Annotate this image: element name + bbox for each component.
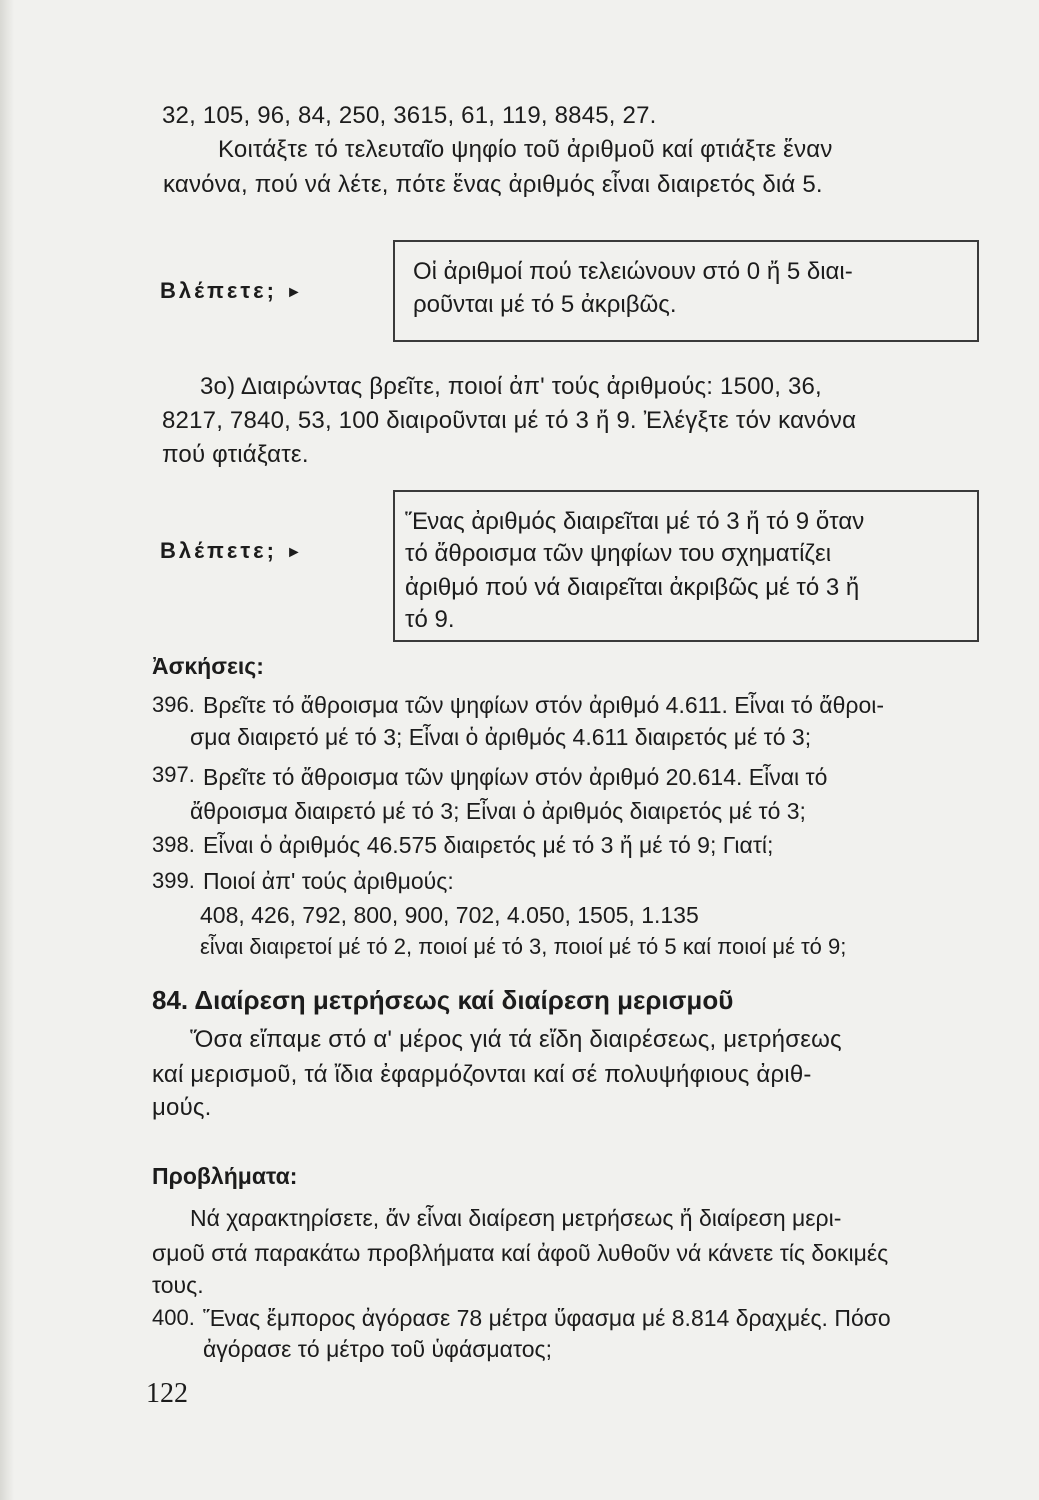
- rule-box-divisible-by-5: [393, 240, 979, 342]
- problems-intro-line-3: τους.: [152, 1272, 204, 1298]
- exercise-396-line-1: Βρεῖτε τό ἄθροισμα τῶν ψηφίων στόν ἀριθμό 4.611. Εἶναι τό ἄθροι-: [203, 692, 885, 718]
- section-84-heading: 84. Διαίρεση μετρήσεως καί διαίρεση μερισμοῦ: [152, 985, 734, 1015]
- paragraph-3-line-2: 8217, 7840, 53, 100 διαιροῦνται μέ τό 3 ἤ 9. Ἐλέγξτε τόν κανόνα: [162, 407, 857, 434]
- rule-box-2-line-1: Ἕνας ἀριθμός διαιρεῖται μέ τό 3 ἤ τό 9 ὅταν: [405, 508, 865, 535]
- intro-paragraph-line-1: Κοιτάξτε τό τελευταῖο ψηφίο τοῦ ἀριθμοῦ καί φτιάξτε ἕναν: [218, 136, 833, 163]
- see-label-1: [160, 278, 305, 304]
- rule-box-2-line-4: τό 9.: [405, 606, 455, 633]
- rule-box-1-line-1: Οἱ ἀριθμοί πού τελειώνουν στό 0 ἤ 5 διαι-: [413, 258, 853, 285]
- rule-box-divisible-by-3-or-9: [393, 490, 979, 642]
- intro-paragraph-line-2: κανόνα, πού νά λέτε, πότε ἕνας ἀριθμός εἶναι διαιρετός διά 5.: [163, 171, 823, 198]
- exercises-heading: Ἀσκήσεις:: [152, 653, 264, 679]
- numbers-line: 32, 105, 96, 84, 250, 3615, 61, 119, 8845, 27.: [162, 102, 657, 129]
- paragraph-3-line-1: 3ο) Διαιρώντας βρεῖτε, ποιοί ἀπ' τούς ἀριθμούς: 1500, 36,: [200, 373, 822, 400]
- problems-intro-line-1: Νά χαρακτηρίσετε, ἄν εἶναι διαίρεση μετρήσεως ἤ διαίρεση μερι-: [190, 1205, 842, 1231]
- exercise-396-line-2: σμα διαιρετό μέ τό 3; Εἶναι ὁ ἀριθμός 4.611 διαιρετός μέ τό 3;: [190, 724, 812, 750]
- exercise-397-line-2: ἄθροισμα διαιρετό μέ τό 3; Εἶναι ὁ ἀριθμός διαιρετός μέ τό 3;: [190, 798, 806, 824]
- pointer-icon: ►: [286, 544, 305, 561]
- problem-400-line-2: ἀγόρασε τό μέτρο τοῦ ὑφάσματος;: [203, 1336, 553, 1362]
- exercise-398-number: 398.: [152, 832, 195, 857]
- exercise-396-number: 396.: [152, 692, 195, 717]
- rule-box-2-line-3: ἀριθμό πού νά διαιρεῖται ἀκριβῶς μέ τό 3 ἤ: [405, 574, 860, 601]
- exercise-399-line-3: εἶναι διαιρετοί μέ τό 2, ποιοί μέ τό 3, ποιοί μέ τό 5 καί ποιοί μέ τό 9;: [200, 934, 847, 959]
- see-label-text: Βλέπετε;: [160, 538, 277, 563]
- exercise-397-line-1: Βρεῖτε τό ἄθροισμα τῶν ψηφίων στόν ἀριθμό 20.614. Εἶναι τό: [203, 764, 828, 790]
- exercise-397-number: 397.: [152, 762, 195, 787]
- see-label-text: Βλέπετε;: [160, 278, 277, 303]
- page-number: 122: [146, 1378, 188, 1409]
- rule-box-2-line-2: τό ἄθροισμα τῶν ψηφίων του σχηματίζει: [405, 540, 832, 567]
- exercise-399-line-1: Ποιοί ἀπ' τούς ἀριθμούς:: [203, 868, 454, 894]
- problems-intro-line-2: σμοῦ στά παρακάτω προβλήματα καί ἀφοῦ λυθοῦν νά κάνετε τίς δοκιμές: [152, 1240, 889, 1266]
- problems-heading: Προβλήματα:: [152, 1163, 298, 1189]
- section-84-line-2: καί μερισμοῦ, τά ἴδια ἐφαρμόζονται καί σέ πολυψήφιους ἀριθ-: [152, 1061, 812, 1088]
- section-84-line-1: Ὅσα εἴπαμε στό α' μέρος γιά τά εἴδη διαιρέσεως, μετρήσεως: [190, 1026, 842, 1053]
- problem-400-line-1: Ἕνας ἔμπορος ἀγόρασε 78 μέτρα ὕφασμα μέ 8.814 δραχμές. Πόσο: [203, 1305, 891, 1331]
- exercise-399-number: 399.: [152, 868, 195, 893]
- section-84-line-3: μούς.: [152, 1094, 212, 1121]
- pointer-icon: ►: [286, 284, 305, 301]
- page-edge-shadow: [0, 0, 14, 1500]
- rule-box-1-line-2: ροῦνται μέ τό 5 ἀκριβῶς.: [413, 291, 677, 318]
- problem-400-number: 400.: [152, 1305, 195, 1330]
- exercise-399-numbers: 408, 426, 792, 800, 900, 702, 4.050, 1505, 1.135: [200, 902, 699, 928]
- see-label-2: [160, 538, 305, 564]
- exercise-398-line-1: Εἶναι ὁ ἀριθμός 46.575 διαιρετός μέ τό 3 ἤ μέ τό 9; Γιατί;: [203, 832, 774, 858]
- paragraph-3-line-3: πού φτιάξατε.: [162, 441, 309, 468]
